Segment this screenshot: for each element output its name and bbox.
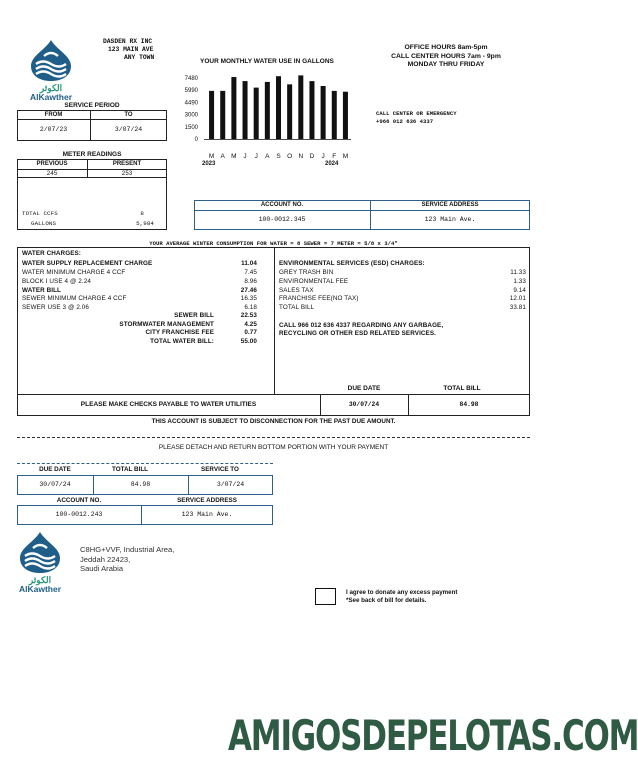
gallons-value: 5,984 [136, 220, 154, 227]
gallons-label: GALLONS [31, 220, 57, 227]
logo-english-text: AlKawther [29, 92, 73, 102]
winter-consumption-note: YOUR AVERAGE WINTER CONSUMPTION FOR WATER = 8 SEWER = 7 METER = 5/8 x 3/4" [149, 240, 398, 247]
donate-line2: *See back of bill for details. [346, 597, 427, 604]
x-tick-label: S [276, 153, 281, 160]
x-tick-label: M [342, 153, 349, 160]
bottom-address-line1: C8HG+VVF, Industrial Area, [80, 545, 175, 554]
bottom-address-line2: Jeddah 22423, [80, 554, 131, 564]
esd-franchise-label: FRANCHISE FEE(NO TAX) [279, 295, 359, 302]
environmental-fee-value: 1.33 [513, 278, 526, 285]
usage-bar [309, 81, 314, 139]
call-center-hours-line: CALL CENTER HOURS 7am - 9pm [391, 52, 501, 60]
disconnection-note: THIS ACCOUNT IS SUBJECT TO DISCONNECTION FOR THE PAST DUE AMOUNT. [151, 418, 396, 425]
bottom-logo-arabic: الكوثر [28, 575, 52, 585]
x-tick-label: D [309, 153, 315, 160]
watermark-text: AMIGOSDEPELOTAS.COM [228, 712, 638, 761]
service-period-title: SERVICE PERIOD [64, 102, 120, 109]
stub-account-label: ACCOUNT NO. [56, 497, 102, 504]
bottom-company-logo [16, 530, 64, 592]
water-supply-value: 11.04 [241, 260, 257, 267]
bottom-address [80, 545, 174, 574]
esd-call-note: CALL 966 012 636 4337 REGARDING ANY GARBAGE, [279, 322, 444, 329]
office-hours-line: OFFICE HOURS 8am-5pm [404, 44, 488, 51]
x-tick-label: A [220, 153, 225, 160]
y-tick-label: 5990 [184, 88, 198, 95]
due-date-value: 30/07/24 [348, 401, 380, 408]
esd-recycling-note: RECYCLING OR OTHER ESD RELATED SERVICES. [279, 330, 437, 337]
stub-due-date: 30/07/24 [39, 481, 71, 488]
franchise-fee-label: CITY FRANCHISE FEE [145, 329, 214, 336]
office-hours [380, 44, 512, 70]
usage-bar [254, 88, 259, 139]
emergency-phone: +966 012 636 4337 [376, 118, 434, 125]
usage-bar [220, 91, 225, 139]
total-bill-value: 84.98 [459, 401, 479, 408]
meter-present-label: PRESENT [112, 161, 142, 167]
usage-bar [332, 91, 337, 139]
account-no-value: 100-0012.345 [258, 216, 306, 223]
sewer-min-value: 16.35 [240, 295, 257, 302]
company-address [90, 38, 162, 62]
water-min-value: 7.45 [244, 269, 257, 276]
stub-service-to-value: 3/07/24 [216, 481, 245, 488]
sales-tax-value: 9.14 [513, 287, 526, 294]
franchise-fee-value: 0.77 [244, 329, 257, 336]
donate-checkbox[interactable] [315, 588, 336, 605]
water-bill-value: 27.46 [240, 287, 257, 294]
usage-bar [343, 92, 348, 139]
meter-previous-value: 245 [46, 170, 58, 177]
meter-readings-title: METER READINGS [62, 151, 122, 158]
esd-title: ENVIRONMENTAL SERVICES (ESD) CHARGES: [279, 260, 425, 267]
company-town: ANY TOWN [124, 54, 155, 61]
stub-total-label: TOTAL BILL [111, 466, 149, 473]
office-days-line: MONDAY THRU FRIDAY [407, 61, 485, 68]
service-to-label: TO [124, 112, 133, 118]
water-bill-label: WATER BILL [22, 287, 62, 294]
chart-title: YOUR MONTHLY WATER USE IN GALLONS [200, 58, 334, 65]
sewer-use-value: 6.18 [244, 304, 257, 311]
total-ccfs-value: 8 [140, 210, 144, 217]
sewer-bill-label: SEWER BILL [174, 312, 214, 319]
x-tick-label: F [332, 153, 337, 160]
esd-total-label: TOTAL BILL [279, 304, 315, 311]
water-charges-title: WATER CHARGES: [22, 250, 82, 257]
stub-account-value: 100-0012.243 [55, 511, 103, 518]
grey-trash-label: GREY TRASH BIN [279, 269, 334, 276]
meter-present-value: 253 [121, 170, 133, 177]
company-logo [27, 38, 75, 102]
service-from-date: 2/07/23 [39, 126, 68, 133]
grey-trash-value: 11.33 [510, 269, 526, 276]
stub-due-label: DUE DATE [39, 466, 71, 473]
sewer-bill-value: 22.53 [240, 312, 257, 319]
x-tick-label: O [287, 153, 293, 160]
year-end-label: 2024 [325, 161, 339, 167]
x-tick-label: M [208, 153, 215, 160]
stub-total-value: 84.98 [130, 481, 151, 488]
emergency-label: CALL CENTER OR EMERGENCY [376, 110, 457, 117]
usage-bar [321, 86, 326, 139]
service-to-date: 3/07/24 [114, 126, 143, 133]
x-tick-label: J [254, 153, 258, 160]
payable-to-note: PLEASE MAKE CHECKS PAYABLE TO WATER UTILITIES [80, 401, 257, 408]
emergency-contact [376, 110, 516, 126]
company-street: 123 MAIN AVE [108, 46, 154, 53]
y-tick-label: 3000 [184, 112, 198, 119]
water-usage-chart [180, 70, 355, 166]
stub-service-to-label: SERVICE TO [201, 466, 239, 473]
stormwater-value: 4.25 [244, 321, 257, 328]
environmental-fee-label: ENVIRONMENTAL FEE [279, 278, 349, 285]
sewer-use-label: SEWER USE 3 @ 2.06 [22, 304, 89, 311]
y-tick-label: 1500 [184, 124, 198, 131]
sewer-min-label: SEWER MINIMUM CHARGE 4 CCF [22, 295, 127, 302]
total-water-bill-value: 55.00 [240, 338, 257, 345]
usage-bar [265, 82, 270, 139]
esd-total-value: 33.81 [509, 304, 526, 311]
block-use-value: 8.96 [244, 278, 257, 285]
y-tick-label: 4490 [184, 100, 198, 107]
x-tick-label: A [265, 153, 270, 160]
water-drop-logo-icon [16, 530, 64, 574]
x-tick-label: M [231, 153, 237, 160]
stub-address-label: SERVICE ADDRESS [177, 497, 237, 504]
total-bill-label: TOTAL BILL [443, 385, 481, 392]
detach-note: PLEASE DETACH AND RETURN BOTTOM PORTION WITH YOUR PAYMENT [158, 444, 389, 451]
donate-line1: I agree to donate any excess payment [346, 589, 458, 596]
y-tick-label: 7480 [184, 76, 198, 82]
usage-bar [298, 75, 303, 139]
total-ccfs-label: TOTAL CCFS [22, 210, 58, 217]
service-address-value: 123 Main Ave. [424, 216, 476, 223]
donate-text [346, 589, 457, 605]
usage-bar [276, 76, 281, 139]
stormwater-label: STORMWATER MANAGEMENT [119, 321, 214, 328]
service-address-label: SERVICE ADDRESS [421, 202, 479, 208]
sales-tax-label: SALES TAX [279, 287, 314, 294]
block-use-label: BLOCK I USE 4 @ 2.24 [22, 278, 91, 285]
water-supply-label: WATER SUPPLY REPLACEMENT CHARGE [22, 260, 153, 267]
due-date-label: DUE DATE [347, 385, 381, 392]
meter-previous-label: PREVIOUS [36, 161, 68, 167]
esd-franchise-value: 12.01 [509, 295, 526, 302]
x-tick-label: N [298, 153, 304, 160]
usage-bar [231, 77, 236, 139]
service-from-label: FROM [44, 112, 63, 118]
usage-bar [243, 81, 248, 139]
water-min-label: WATER MINIMUM CHARGE 4 CCF [22, 269, 126, 276]
detach-line [17, 437, 530, 438]
total-water-bill-label: TOTAL WATER BILL: [150, 338, 214, 345]
water-drop-logo-icon [27, 38, 75, 82]
x-tick-label: J [321, 153, 325, 160]
x-tick-label: J [243, 153, 247, 160]
stub-address-value: 123 Main Ave. [181, 511, 233, 518]
y-tick-label: 0 [194, 137, 198, 143]
logo-arabic-text: الكوثر [39, 83, 63, 93]
usage-bar [287, 84, 292, 139]
company-name: DASDEN RX INC [103, 38, 153, 45]
year-start-label: 2023 [202, 161, 216, 167]
bottom-address-line3: Saudi Arabia [80, 564, 124, 573]
bottom-logo-english: AlKawther [18, 584, 62, 594]
usage-bar [209, 91, 214, 139]
account-no-label: ACCOUNT NO. [260, 202, 304, 208]
